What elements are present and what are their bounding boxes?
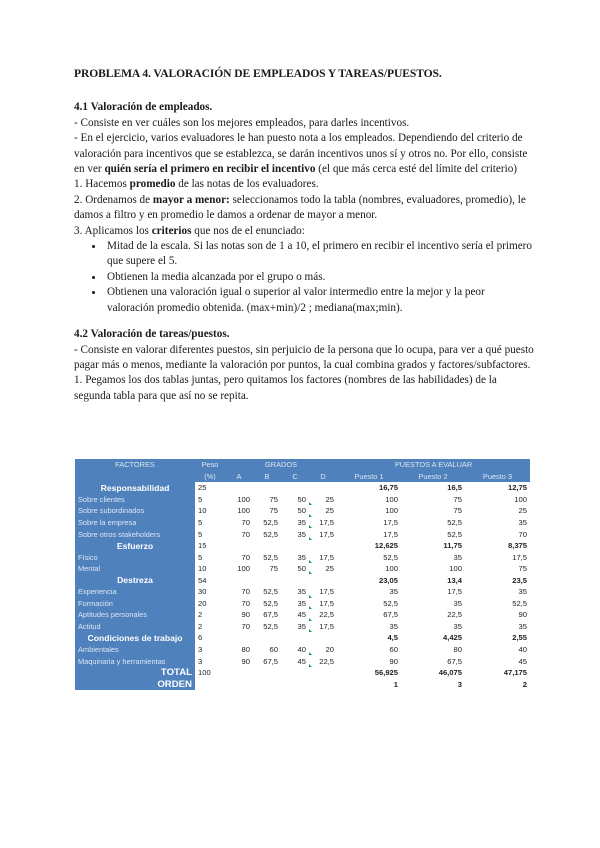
table-cell: 17,5 <box>447 587 462 597</box>
table-cell: 5 <box>198 529 203 539</box>
row-label: Maquinaria y herramientas <box>75 655 195 667</box>
header-cell: FACTORES <box>75 459 195 471</box>
table-cell <box>309 632 337 644</box>
table-cell: 35 <box>518 587 527 597</box>
table-cell: 100 <box>514 494 527 504</box>
table-cell: 52,5 <box>447 529 462 539</box>
row-label: Físico <box>75 551 195 563</box>
table-cell: 17,5 <box>309 598 337 610</box>
table-cell <box>281 482 309 494</box>
table-cell <box>253 540 281 552</box>
table-cell: 54 <box>198 575 207 585</box>
table-cell: 70 <box>241 621 250 631</box>
header-cell: Peso <box>195 459 225 471</box>
table-cell: 100 <box>237 494 250 504</box>
header-cell <box>75 471 195 483</box>
table-cell: 16,75 <box>378 483 398 493</box>
table-cell: 20 <box>309 644 337 656</box>
table-cell: 60 <box>389 645 398 655</box>
table-cell: 67,5 <box>383 610 398 620</box>
row-label: Experiencia <box>75 586 195 598</box>
table-cell: 35 <box>518 621 527 631</box>
table-cell: 50 <box>297 564 306 574</box>
table-cell: 35 <box>453 552 462 562</box>
table-cell: 47,175 <box>503 668 527 678</box>
step-2: 2. Ordenamos de mayor a menor: seleccionamos todo la tabla (nombres, evaluadores, promedio), le damos a filtro y en promedio le damos a ordenar de mayor a menor. <box>74 193 526 222</box>
table-cell: 17,5 <box>309 528 337 540</box>
table-cell: 2,55 <box>512 633 527 643</box>
row-label: Mental <box>75 563 195 575</box>
table-cell <box>225 574 253 586</box>
table-cell: 5 <box>198 552 203 562</box>
header-cell: Puesto 1 <box>337 471 401 483</box>
row-label: Sobre clientes <box>75 494 195 506</box>
table-cell: 67,5 <box>447 656 462 666</box>
table-cell: 100 <box>385 564 398 574</box>
table-cell <box>225 667 253 679</box>
table-cell: 22,5 <box>309 655 337 667</box>
table-row <box>75 517 530 529</box>
table-cell: 4,5 <box>387 633 398 643</box>
table-cell <box>253 632 281 644</box>
criteria-list <box>74 239 534 316</box>
table-cell: 20 <box>198 598 207 608</box>
table-cell: 25 <box>309 505 337 517</box>
table-row <box>75 540 530 552</box>
header-cell: Puesto 2 <box>401 471 465 483</box>
table-cell: 52,5 <box>512 598 527 608</box>
table-cell: 22,5 <box>447 610 462 620</box>
step-3: 3. Aplicamos los criterios que nos de el enunciado: <box>74 224 305 237</box>
table-cell: 35 <box>297 598 306 608</box>
table-cell <box>225 678 253 690</box>
table-row <box>75 667 530 679</box>
table-cell: 45 <box>297 610 306 620</box>
table-cell: 45 <box>518 656 527 666</box>
table-cell: 52,5 <box>447 518 462 527</box>
table-row <box>75 609 530 621</box>
table-cell: 12,75 <box>507 483 527 493</box>
header-cell: (%) <box>195 471 225 483</box>
table-row <box>75 551 530 563</box>
section-heading-jobs: 4.2 Valoración de tareas/puestos. <box>74 328 230 341</box>
row-label: Condiciones de trabajo <box>75 632 195 644</box>
table-cell: 60 <box>269 645 278 655</box>
table-cell <box>225 540 253 552</box>
table-cell: 70 <box>518 529 527 539</box>
table-cell: 3 <box>457 679 462 689</box>
table-cell <box>281 574 309 586</box>
table-cell: 100 <box>198 668 211 678</box>
table-cell: 35 <box>453 621 462 631</box>
table-cell <box>225 482 253 494</box>
valuation-table <box>75 459 530 690</box>
table-cell: 25 <box>309 563 337 575</box>
table-cell: 6 <box>198 633 203 643</box>
step-1: 1. Hacemos promedio de las notas de los evaluadores. <box>74 178 319 191</box>
row-label: Formación <box>75 598 195 610</box>
table-cell: 2 <box>522 679 527 689</box>
table-cell <box>225 632 253 644</box>
document-page <box>74 66 534 404</box>
row-label: Actitud <box>75 621 195 633</box>
table-cell: 3 <box>198 645 203 655</box>
section-heading-employees: 4.1 Valoración de empleados. <box>74 101 213 114</box>
table-cell: 12,625 <box>374 541 398 551</box>
table-cell: 75 <box>269 494 278 504</box>
table-cell: 40 <box>297 645 306 655</box>
table-cell <box>309 482 337 494</box>
table-cell: 90 <box>241 656 250 666</box>
table-cell <box>281 678 309 690</box>
table-cell: 52,5 <box>263 621 278 631</box>
paragraph <box>74 131 534 177</box>
text: (el que más cerca esté del límite del criterio) <box>315 163 518 176</box>
table-cell <box>309 540 337 552</box>
table-cell: 75 <box>453 506 462 516</box>
table-row <box>75 644 530 656</box>
table-cell: 5 <box>198 518 203 527</box>
paragraph: - Consiste en ver cuáles son los mejores empleados, para darles incentivos. <box>74 116 410 129</box>
table-cell: 17,5 <box>309 586 337 598</box>
table-cell: 23,5 <box>512 575 527 585</box>
header-cell: B <box>253 471 281 483</box>
table-cell: 15 <box>198 541 207 551</box>
table-body <box>75 459 530 690</box>
list-item: • Obtienen una valoración igual o superior al valor intermedio entre la mejor y la peor valoración promedio obtenida. (max+min)/2 ; mediana(max;min). <box>104 285 534 316</box>
table-cell: 52,5 <box>263 598 278 608</box>
row-label: Destreza <box>75 574 195 586</box>
table-row <box>75 598 530 610</box>
table-cell <box>309 667 337 679</box>
table-cell: 80 <box>241 645 250 655</box>
table-cell: 35 <box>389 621 398 631</box>
table-cell: 25 <box>518 506 527 516</box>
table-cell: 17,5 <box>309 517 337 529</box>
table-cell: 23,05 <box>378 575 398 585</box>
table-cell: 90 <box>389 656 398 666</box>
table-cell: 17,5 <box>512 552 527 562</box>
table-cell: 90 <box>518 610 527 620</box>
table-cell: 52,5 <box>383 552 398 562</box>
table-cell: 17,5 <box>383 529 398 539</box>
table-cell <box>253 574 281 586</box>
table-cell <box>309 678 337 690</box>
table-cell: 3 <box>198 656 203 666</box>
table-cell: 35 <box>453 598 462 608</box>
table-cell <box>281 667 309 679</box>
table-cell: 1 <box>393 679 398 689</box>
list-item: • Mitad de la escala. Si las notas son de 1 a 10, el primero en recibir el incentivo sería el primero que supere el 5. <box>104 239 534 270</box>
table-cell: 50 <box>297 494 306 504</box>
table-cell: 2 <box>198 610 203 620</box>
table-cell: 25 <box>198 483 207 493</box>
table-cell: 35 <box>297 518 306 527</box>
row-label: Sobre otros stakeholders <box>75 528 195 540</box>
header-cell: A <box>225 471 253 483</box>
table-cell <box>253 678 281 690</box>
table-cell: 100 <box>449 564 462 574</box>
table-cell: 56,925 <box>374 668 398 678</box>
list-item: • Obtienen la media alcanzada por el grupo o más. <box>104 270 534 285</box>
table-row <box>75 505 530 517</box>
table-cell: 35 <box>297 587 306 597</box>
table-cell: 40 <box>518 645 527 655</box>
table-cell <box>309 574 337 586</box>
table-cell: 5 <box>198 494 203 504</box>
table-cell: 11,75 <box>443 541 462 551</box>
table-cell: 4,425 <box>442 633 462 643</box>
table-cell: 13,4 <box>447 575 462 585</box>
paragraph: 1. Pegamos los dos tablas juntas, pero quitamos los factores (nombres de las habilidades) de la segunda tabla para que así no se repita. <box>74 374 497 402</box>
table-cell: 50 <box>297 506 306 516</box>
table-cell: 80 <box>453 645 462 655</box>
table-cell: 10 <box>198 564 207 574</box>
table-row <box>75 482 530 494</box>
table-cell <box>253 667 281 679</box>
bold-text: quién sería el primero en recibir el incentivo <box>104 163 316 176</box>
table-cell: 52,5 <box>263 552 278 562</box>
table-cell: 46,075 <box>438 668 462 678</box>
paragraph: - Consiste en valorar diferentes puestos, sin perjuicio de la persona que lo ocupa, para ver a qué puesto pagar más o menos, mediante la valoración por puntos, la cual combina grados y factores/subfactores. <box>74 343 534 371</box>
table-cell: 35 <box>297 621 306 631</box>
table-cell: 52,5 <box>263 587 278 597</box>
row-label: Responsabilidad <box>75 482 195 494</box>
table-cell: 8,375 <box>507 541 527 551</box>
table-cell: 10 <box>198 506 207 516</box>
table-row <box>75 655 530 667</box>
table-cell: 52,5 <box>263 518 278 527</box>
table-cell: 17,5 <box>309 621 337 633</box>
table-cell: 75 <box>269 564 278 574</box>
table-cell <box>281 540 309 552</box>
table-cell: 70 <box>241 598 250 608</box>
table-cell: 70 <box>241 529 250 539</box>
table-cell <box>253 482 281 494</box>
table-row <box>75 586 530 598</box>
table-cell: 52,5 <box>263 529 278 539</box>
table-cell: 52,5 <box>383 598 398 608</box>
table-cell <box>195 678 225 690</box>
row-label: Sobre subordinados <box>75 505 195 517</box>
header-cell: PUESTOS A EVALUAR <box>337 459 530 471</box>
table-cell: 67,5 <box>263 610 278 620</box>
table-cell: 75 <box>453 494 462 504</box>
table-cell: 100 <box>385 506 398 516</box>
row-label: TOTAL <box>75 667 195 679</box>
table-cell <box>281 632 309 644</box>
header-cell: Puesto 3 <box>465 471 530 483</box>
table-cell: 17,5 <box>309 551 337 563</box>
table-cell: 75 <box>518 564 527 574</box>
table-cell: 17,5 <box>383 518 398 527</box>
table-cell: 70 <box>241 518 250 527</box>
table-row <box>75 621 530 633</box>
table-cell: 100 <box>237 564 250 574</box>
table-row <box>75 678 530 690</box>
table-row <box>75 632 530 644</box>
row-label: ORDEN <box>75 678 195 690</box>
table-cell: 45 <box>297 656 306 666</box>
table-cell: 100 <box>237 506 250 516</box>
table-cell: 70 <box>241 587 250 597</box>
table-cell: 35 <box>297 529 306 539</box>
table-cell: 75 <box>269 506 278 516</box>
table-cell: 35 <box>518 518 527 527</box>
table-header-row <box>75 471 530 483</box>
table-cell: 67,5 <box>263 656 278 666</box>
table-row <box>75 563 530 575</box>
header-cell: GRADOS <box>225 459 337 471</box>
table-cell: 16,5 <box>447 483 462 493</box>
table-cell: 25 <box>309 494 337 506</box>
row-label: Sobre la empresa <box>75 517 195 529</box>
table-cell: 35 <box>389 587 398 597</box>
table-cell: 2 <box>198 621 203 631</box>
table-cell: 35 <box>297 552 306 562</box>
row-label: Aptitudes personales <box>75 609 195 621</box>
page-title: PROBLEMA 4. VALORACIÓN DE EMPLEADOS Y TAREAS/PUESTOS. <box>74 67 442 80</box>
text: - En el ejercicio, varios evaluadores le han puesto nota a los empleados. Dependiendo del criterio de valoración para incentivos que se establezca, se darán incentivos unos sí y otros no. Por ello, consiste en ver <box>74 132 528 176</box>
table-row <box>75 494 530 506</box>
table-row <box>75 528 530 540</box>
row-label: Esfuerzo <box>75 540 195 552</box>
header-cell: D <box>309 471 337 483</box>
table-cell: 90 <box>241 610 250 620</box>
table-cell: 70 <box>241 552 250 562</box>
row-label: Ambientales <box>75 644 195 656</box>
table-cell: 100 <box>385 494 398 504</box>
table-header-row <box>75 459 530 471</box>
table-row <box>75 574 530 586</box>
table-cell: 30 <box>198 587 207 597</box>
table-cell: 22,5 <box>309 609 337 621</box>
header-cell: C <box>281 471 309 483</box>
